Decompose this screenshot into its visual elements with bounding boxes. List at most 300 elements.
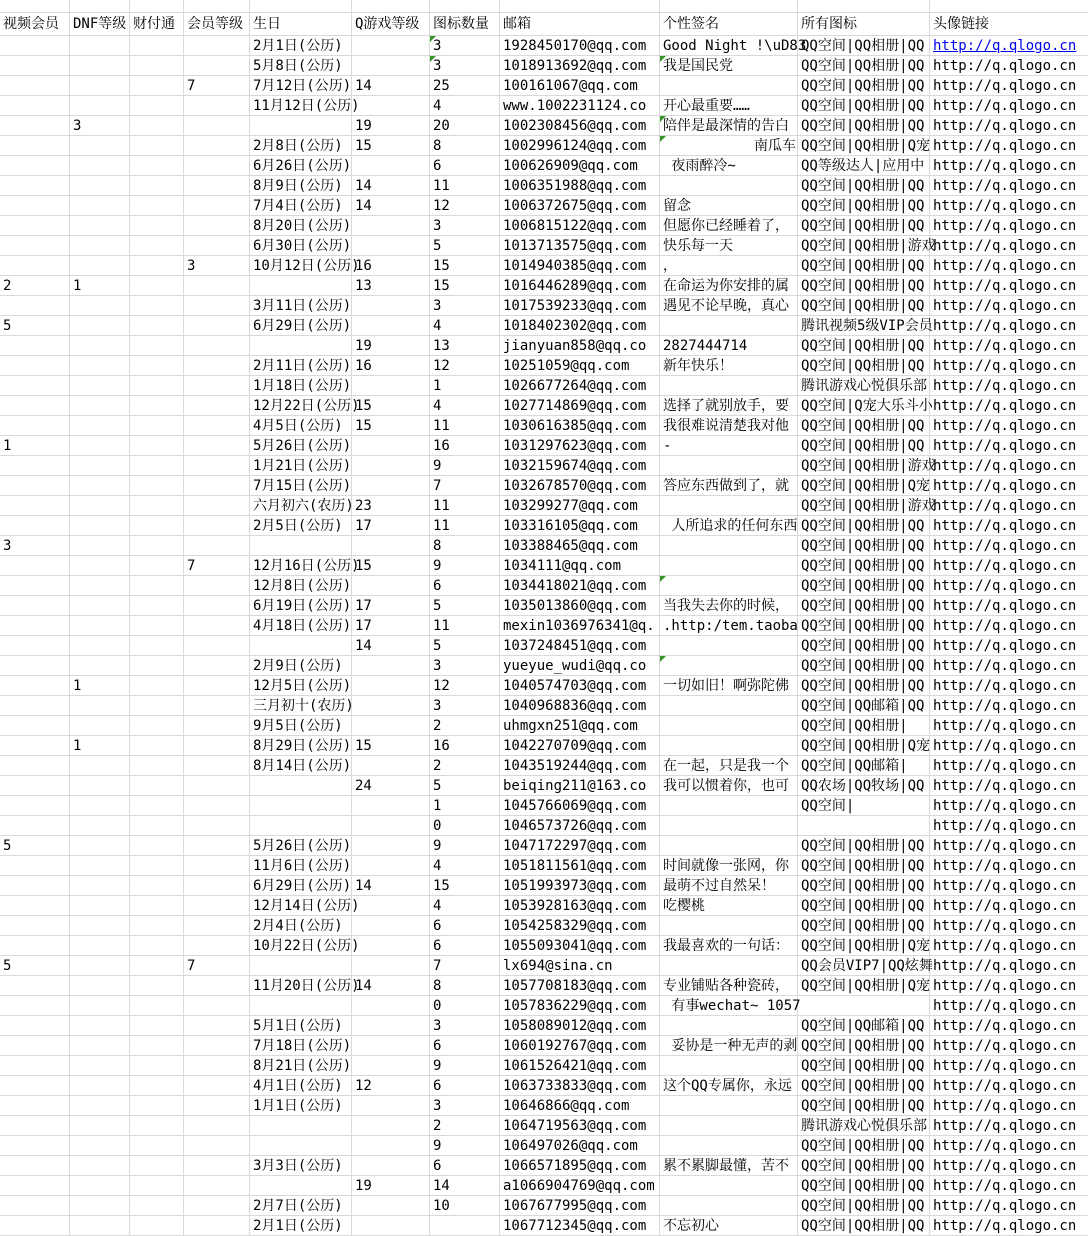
- cell-f[interactable]: [130, 936, 184, 956]
- cell-d[interactable]: [70, 596, 130, 616]
- cell-d[interactable]: [70, 756, 130, 776]
- cell-d[interactable]: [70, 216, 130, 236]
- cell-e[interactable]: 1006372675@qq.com: [500, 196, 660, 216]
- header-q[interactable]: Q游戏等级: [352, 13, 430, 36]
- cell-a[interactable]: http://q.qlogo.cn: [930, 816, 1088, 836]
- cell-m[interactable]: [184, 1116, 250, 1136]
- cell-s[interactable]: [660, 1096, 798, 1116]
- cell-n[interactable]: 11: [430, 416, 500, 436]
- cell-b[interactable]: 1月18日(公历): [250, 376, 352, 396]
- cell-v[interactable]: [0, 796, 70, 816]
- cell-a[interactable]: http://q.qlogo.cn: [930, 996, 1088, 1016]
- cell-n[interactable]: 12: [430, 196, 500, 216]
- cell-s[interactable]: [660, 796, 798, 816]
- cell-s[interactable]: 不忘初心: [660, 1216, 798, 1236]
- cell-v[interactable]: [0, 616, 70, 636]
- cell-a[interactable]: http://q.qlogo.cn: [930, 296, 1088, 316]
- cell-n[interactable]: 8: [430, 536, 500, 556]
- cell-d[interactable]: [70, 356, 130, 376]
- cell-b[interactable]: [250, 1176, 352, 1196]
- cell-f[interactable]: [130, 316, 184, 336]
- cell-v[interactable]: [0, 256, 70, 276]
- cell-i[interactable]: QQ空间|Q宠大乐斗小: [798, 396, 930, 416]
- cell-n[interactable]: 11: [430, 616, 500, 636]
- cell-m[interactable]: [184, 516, 250, 536]
- cell-i[interactable]: QQ空间|QQ相册|Q宠: [798, 936, 930, 956]
- cell-b[interactable]: [250, 956, 352, 976]
- cell-b[interactable]: 3月3日(公历): [250, 1156, 352, 1176]
- cell-s[interactable]: 新年快乐！: [660, 356, 798, 376]
- cell-a[interactable]: http://q.qlogo.cn: [930, 456, 1088, 476]
- cell-q[interactable]: [352, 1116, 430, 1136]
- cell-v[interactable]: [0, 676, 70, 696]
- cell-d[interactable]: [70, 636, 130, 656]
- cell-n[interactable]: 6: [430, 936, 500, 956]
- cell-a[interactable]: http://q.qlogo.cn: [930, 136, 1088, 156]
- cell-e[interactable]: www.1002231124.co: [500, 96, 660, 116]
- cell-s[interactable]: Good Night !\uD83: [660, 36, 798, 56]
- cell-d[interactable]: [70, 996, 130, 1016]
- cell-b[interactable]: 11月6日(公历): [250, 856, 352, 876]
- cell-m[interactable]: [184, 676, 250, 696]
- cell-q[interactable]: 14: [352, 876, 430, 896]
- cell-q[interactable]: 24: [352, 776, 430, 796]
- cell-s[interactable]: [660, 1136, 798, 1156]
- cell-n[interactable]: 9: [430, 1136, 500, 1156]
- cell-s[interactable]: [660, 956, 798, 976]
- cell-b[interactable]: 6月29日(公历): [250, 316, 352, 336]
- cell-e[interactable]: 1053928163@qq.com: [500, 896, 660, 916]
- cell-b[interactable]: 1月21日(公历): [250, 456, 352, 476]
- cell-s[interactable]: [660, 496, 798, 516]
- cell-s[interactable]: [660, 836, 798, 856]
- cell-q[interactable]: 13: [352, 276, 430, 296]
- cell-m[interactable]: [184, 276, 250, 296]
- cell-e[interactable]: 1034418021@qq.com: [500, 576, 660, 596]
- cell-d[interactable]: [70, 36, 130, 56]
- cell-d[interactable]: [70, 176, 130, 196]
- cell-v[interactable]: [0, 456, 70, 476]
- cell-a[interactable]: http://q.qlogo.cn: [930, 356, 1088, 376]
- cell-s[interactable]: 我可以惯着你，也可: [660, 776, 798, 796]
- cell-i[interactable]: QQ空间|QQ相册|Q宠: [798, 136, 930, 156]
- cell-b[interactable]: 7月12日(公历): [250, 76, 352, 96]
- cell-v[interactable]: [0, 216, 70, 236]
- cell-v[interactable]: [0, 636, 70, 656]
- cell-e[interactable]: 1034111@qq.com: [500, 556, 660, 576]
- cell-i[interactable]: QQ空间|QQ相册|QQ: [798, 1056, 930, 1076]
- cell-q[interactable]: [352, 756, 430, 776]
- cell-m[interactable]: [184, 316, 250, 336]
- cell-e[interactable]: 103388465@qq.com: [500, 536, 660, 556]
- cell-m[interactable]: [184, 1056, 250, 1076]
- cell-m[interactable]: [184, 936, 250, 956]
- cell-d[interactable]: [70, 476, 130, 496]
- cell-b[interactable]: [250, 1136, 352, 1156]
- cell-m[interactable]: 7: [184, 76, 250, 96]
- cell-e[interactable]: 103316105@qq.com: [500, 516, 660, 536]
- cell-f[interactable]: [130, 976, 184, 996]
- cell-q[interactable]: [352, 1136, 430, 1156]
- cell-n[interactable]: 16: [430, 436, 500, 456]
- cell-b[interactable]: 8月29日(公历): [250, 736, 352, 756]
- header-i[interactable]: 所有图标: [798, 13, 930, 36]
- cell-m[interactable]: [184, 1016, 250, 1036]
- cell-f[interactable]: [130, 916, 184, 936]
- cell-m[interactable]: [184, 876, 250, 896]
- cell-q[interactable]: [352, 36, 430, 56]
- cell-n[interactable]: 4: [430, 316, 500, 336]
- cell-s[interactable]: 夜雨醉冷~: [660, 156, 798, 176]
- cell-m[interactable]: [184, 356, 250, 376]
- cell-m[interactable]: [184, 136, 250, 156]
- cell-f[interactable]: [130, 1056, 184, 1076]
- cell-d[interactable]: [70, 1156, 130, 1176]
- cell-f[interactable]: [130, 96, 184, 116]
- cell-a[interactable]: http://q.qlogo.cn: [930, 896, 1088, 916]
- cell-f[interactable]: [130, 1036, 184, 1056]
- cell-v[interactable]: [0, 396, 70, 416]
- cell-m[interactable]: [184, 456, 250, 476]
- cell-n[interactable]: 6: [430, 156, 500, 176]
- cell-m[interactable]: [184, 1196, 250, 1216]
- cell-i[interactable]: QQ空间|QQ相册|QQ: [798, 916, 930, 936]
- cell-f[interactable]: [130, 1116, 184, 1136]
- cell-s[interactable]: [660, 1056, 798, 1076]
- cell-f[interactable]: [130, 676, 184, 696]
- cell-a[interactable]: http://q.qlogo.cn: [930, 836, 1088, 856]
- cell-e[interactable]: 1060192767@qq.com: [500, 1036, 660, 1056]
- cell-a[interactable]: http://q.qlogo.cn: [930, 56, 1088, 76]
- cell-q[interactable]: [352, 676, 430, 696]
- cell-v[interactable]: [0, 1136, 70, 1156]
- cell-v[interactable]: [0, 336, 70, 356]
- cell-s[interactable]: 妥协是一种无声的剥: [660, 1036, 798, 1056]
- cell-e[interactable]: 103299277@qq.com: [500, 496, 660, 516]
- cell-a[interactable]: http://q.qlogo.cn: [930, 196, 1088, 216]
- cell-b[interactable]: 2月9日(公历): [250, 656, 352, 676]
- cell-a[interactable]: http://q.qlogo.cn: [930, 316, 1088, 336]
- cell-n[interactable]: 25: [430, 76, 500, 96]
- cell-a[interactable]: http://q.qlogo.cn: [930, 576, 1088, 596]
- cell-v[interactable]: [0, 896, 70, 916]
- cell-n[interactable]: [430, 1216, 500, 1236]
- cell-q[interactable]: [352, 316, 430, 336]
- cell-i[interactable]: QQ空间|QQ邮箱|QQ: [798, 696, 930, 716]
- cell-b[interactable]: 2月11日(公历): [250, 356, 352, 376]
- cell-n[interactable]: 4: [430, 856, 500, 876]
- cell-a[interactable]: http://q.qlogo.cn: [930, 776, 1088, 796]
- cell-v[interactable]: [0, 1056, 70, 1076]
- cell-e[interactable]: 1032678570@qq.com: [500, 476, 660, 496]
- cell-f[interactable]: [130, 376, 184, 396]
- cell-e[interactable]: 1061526421@qq.com: [500, 1056, 660, 1076]
- cell-d[interactable]: [70, 1116, 130, 1136]
- cell-b[interactable]: 10月12日(公历): [250, 256, 352, 276]
- cell-i[interactable]: QQ空间|QQ相册|QQ: [798, 56, 930, 76]
- cell-d[interactable]: 1: [70, 276, 130, 296]
- cell-b[interactable]: 3月11日(公历): [250, 296, 352, 316]
- cell-s[interactable]: 但愿你已经睡着了，: [660, 216, 798, 236]
- cell-e[interactable]: 10251059@qq.com: [500, 356, 660, 376]
- cell-a[interactable]: http://q.qlogo.cn: [930, 1036, 1088, 1056]
- cell-s[interactable]: 开心最重要……: [660, 96, 798, 116]
- cell-b[interactable]: 5月1日(公历): [250, 1016, 352, 1036]
- cell-v[interactable]: [0, 576, 70, 596]
- cell-b[interactable]: 8月21日(公历): [250, 1056, 352, 1076]
- cell-i[interactable]: QQ农场|QQ牧场|QQ: [798, 776, 930, 796]
- cell-s[interactable]: [660, 656, 798, 676]
- cell-b[interactable]: [250, 816, 352, 836]
- cell-b[interactable]: 8月20日(公历): [250, 216, 352, 236]
- cell-i[interactable]: QQ空间|QQ相册|QQ: [798, 216, 930, 236]
- cell-q[interactable]: [352, 1096, 430, 1116]
- cell-d[interactable]: [70, 136, 130, 156]
- cell-e[interactable]: 1016446289@qq.com: [500, 276, 660, 296]
- cell-s[interactable]: 我很难说清楚我对他: [660, 416, 798, 436]
- cell-f[interactable]: [130, 536, 184, 556]
- cell-e[interactable]: mexin1036976341@q.: [500, 616, 660, 636]
- cell-s[interactable]: 累不累脚最懂，苦不: [660, 1156, 798, 1176]
- cell-b[interactable]: 7月18日(公历): [250, 1036, 352, 1056]
- cell-q[interactable]: [352, 96, 430, 116]
- cell-b[interactable]: [250, 276, 352, 296]
- cell-q[interactable]: [352, 936, 430, 956]
- header-f[interactable]: 财付通: [130, 13, 184, 36]
- cell-a[interactable]: http://q.qlogo.cn: [930, 416, 1088, 436]
- cell-v[interactable]: [0, 176, 70, 196]
- cell-s[interactable]: 留念: [660, 196, 798, 216]
- cell-s[interactable]: 在一起，只是我一个: [660, 756, 798, 776]
- cell-a[interactable]: http://q.qlogo.cn: [930, 936, 1088, 956]
- cell-i[interactable]: QQ空间|QQ相册|QQ: [798, 896, 930, 916]
- cell-v[interactable]: [0, 736, 70, 756]
- cell-d[interactable]: [70, 1016, 130, 1036]
- cell-b[interactable]: 2月7日(公历): [250, 1196, 352, 1216]
- cell-i[interactable]: QQ空间|QQ相册|QQ: [798, 616, 930, 636]
- cell-i[interactable]: QQ空间|QQ相册|QQ: [798, 116, 930, 136]
- cell-i[interactable]: QQ空间|QQ相册|QQ: [798, 356, 930, 376]
- cell-b[interactable]: 4月1日(公历): [250, 1076, 352, 1096]
- cell-a[interactable]: http://q.qlogo.cn: [930, 856, 1088, 876]
- header-a[interactable]: 头像链接: [930, 13, 1088, 36]
- cell-n[interactable]: 20: [430, 116, 500, 136]
- cell-a[interactable]: http://q.qlogo.cn: [930, 176, 1088, 196]
- cell-v[interactable]: [0, 916, 70, 936]
- cell-i[interactable]: QQ空间|QQ相册|QQ: [798, 416, 930, 436]
- cell-i[interactable]: QQ空间|QQ相册|QQ: [798, 536, 930, 556]
- cell-b[interactable]: 8月14日(公历): [250, 756, 352, 776]
- cell-n[interactable]: 5: [430, 596, 500, 616]
- cell-a[interactable]: http://q.qlogo.cn: [930, 616, 1088, 636]
- cell-v[interactable]: [0, 1016, 70, 1036]
- cell-d[interactable]: [70, 696, 130, 716]
- cell-s[interactable]: [660, 536, 798, 556]
- cell-b[interactable]: 6月29日(公历): [250, 876, 352, 896]
- cell-n[interactable]: 9: [430, 1056, 500, 1076]
- cell-q[interactable]: [352, 916, 430, 936]
- cell-s[interactable]: 人所追求的任何东西: [660, 516, 798, 536]
- cell-n[interactable]: 16: [430, 736, 500, 756]
- cell-e[interactable]: 1018402302@qq.com: [500, 316, 660, 336]
- cell-i[interactable]: [798, 816, 930, 836]
- cell-f[interactable]: [130, 216, 184, 236]
- cell-v[interactable]: [0, 156, 70, 176]
- cell-q[interactable]: 17: [352, 616, 430, 636]
- cell-f[interactable]: [130, 556, 184, 576]
- cell-q[interactable]: 14: [352, 636, 430, 656]
- cell-i[interactable]: QQ空间|QQ相册|QQ: [798, 1096, 930, 1116]
- cell-i[interactable]: QQ等级达人|应用中: [798, 156, 930, 176]
- cell-f[interactable]: [130, 196, 184, 216]
- cell-a[interactable]: http://q.qlogo.cn: [930, 916, 1088, 936]
- cell-n[interactable]: 4: [430, 96, 500, 116]
- cell-q[interactable]: 19: [352, 336, 430, 356]
- cell-m[interactable]: 3: [184, 256, 250, 276]
- cell-s[interactable]: 最萌不过自然呆！: [660, 876, 798, 896]
- cell-n[interactable]: 8: [430, 976, 500, 996]
- cell-i[interactable]: QQ空间|QQ相册|QQ: [798, 256, 930, 276]
- cell-m[interactable]: [184, 756, 250, 776]
- cell-b[interactable]: 2月5日(公历): [250, 516, 352, 536]
- cell-f[interactable]: [130, 1156, 184, 1176]
- cell-b[interactable]: 5月8日(公历): [250, 56, 352, 76]
- cell-v[interactable]: [0, 756, 70, 776]
- cell-d[interactable]: [70, 396, 130, 416]
- cell-i[interactable]: 腾讯游戏心悦俱乐部: [798, 376, 930, 396]
- cell-e[interactable]: 1042270709@qq.com: [500, 736, 660, 756]
- cell-n[interactable]: 12: [430, 356, 500, 376]
- cell-e[interactable]: 1928450170@qq.com: [500, 36, 660, 56]
- cell-b[interactable]: 9月5日(公历): [250, 716, 352, 736]
- cell-a[interactable]: http://q.qlogo.cn: [930, 1156, 1088, 1176]
- cell-q[interactable]: [352, 456, 430, 476]
- cell-n[interactable]: 3: [430, 216, 500, 236]
- cell-f[interactable]: [130, 1176, 184, 1196]
- header-s[interactable]: 个性签名: [660, 13, 798, 36]
- cell-m[interactable]: [184, 1136, 250, 1156]
- cell-i[interactable]: QQ空间|: [798, 796, 930, 816]
- cell-e[interactable]: jianyuan858@qq.co: [500, 336, 660, 356]
- cell-n[interactable]: 3: [430, 1016, 500, 1036]
- cell-b[interactable]: [250, 536, 352, 556]
- cell-m[interactable]: [184, 736, 250, 756]
- cell-s[interactable]: 专业铺贴各种瓷砖，: [660, 976, 798, 996]
- cell-v[interactable]: [0, 876, 70, 896]
- cell-m[interactable]: [184, 216, 250, 236]
- cell-i[interactable]: QQ空间|QQ相册|QQ: [798, 676, 930, 696]
- cell-m[interactable]: [184, 476, 250, 496]
- cell-v[interactable]: [0, 516, 70, 536]
- cell-m[interactable]: 7: [184, 556, 250, 576]
- cell-s[interactable]: [660, 1196, 798, 1216]
- cell-f[interactable]: [130, 736, 184, 756]
- cell-a[interactable]: http://q.qlogo.cn: [930, 156, 1088, 176]
- cell-n[interactable]: 5: [430, 236, 500, 256]
- cell-d[interactable]: [70, 1036, 130, 1056]
- cell-b[interactable]: 6月30日(公历): [250, 236, 352, 256]
- cell-a[interactable]: http://q.qlogo.cn: [930, 1076, 1088, 1096]
- cell-n[interactable]: 1: [430, 796, 500, 816]
- cell-e[interactable]: 1014940385@qq.com: [500, 256, 660, 276]
- cell-n[interactable]: 15: [430, 256, 500, 276]
- cell-i[interactable]: QQ空间|QQ相册|QQ: [798, 1216, 930, 1236]
- cell-n[interactable]: 11: [430, 176, 500, 196]
- cell-f[interactable]: [130, 136, 184, 156]
- cell-m[interactable]: [184, 296, 250, 316]
- cell-d[interactable]: [70, 796, 130, 816]
- cell-v[interactable]: [0, 476, 70, 496]
- cell-e[interactable]: 1066571895@qq.com: [500, 1156, 660, 1176]
- cell-s[interactable]: 吃樱桃: [660, 896, 798, 916]
- cell-q[interactable]: [352, 236, 430, 256]
- cell-d[interactable]: [70, 1056, 130, 1076]
- cell-v[interactable]: [0, 356, 70, 376]
- cell-e[interactable]: 1051811561@qq.com: [500, 856, 660, 876]
- cell-s[interactable]: 当我失去你的时候，: [660, 596, 798, 616]
- cell-b[interactable]: 7月15日(公历): [250, 476, 352, 496]
- cell-f[interactable]: [130, 496, 184, 516]
- cell-a[interactable]: http://q.qlogo.cn: [930, 1216, 1088, 1236]
- cell-v[interactable]: [0, 76, 70, 96]
- cell-f[interactable]: [130, 176, 184, 196]
- cell-s[interactable]: 一切如旧！啊弥陀佛: [660, 676, 798, 696]
- cell-q[interactable]: 16: [352, 356, 430, 376]
- cell-i[interactable]: QQ空间|QQ相册|QQ: [798, 1136, 930, 1156]
- cell-b[interactable]: 1月1日(公历): [250, 1096, 352, 1116]
- cell-e[interactable]: 1067712345@qq.com: [500, 1216, 660, 1236]
- cell-d[interactable]: [70, 1136, 130, 1156]
- cell-a[interactable]: http://q.qlogo.cn: [930, 736, 1088, 756]
- cell-s[interactable]: [660, 816, 798, 836]
- cell-m[interactable]: [184, 816, 250, 836]
- cell-m[interactable]: [184, 596, 250, 616]
- cell-e[interactable]: 1013713575@qq.com: [500, 236, 660, 256]
- cell-m[interactable]: [184, 116, 250, 136]
- cell-f[interactable]: [130, 516, 184, 536]
- cell-e[interactable]: 1051993973@qq.com: [500, 876, 660, 896]
- cell-i[interactable]: 腾讯视频5级VIP会员: [798, 316, 930, 336]
- cell-e[interactable]: 1047172297@qq.com: [500, 836, 660, 856]
- cell-d[interactable]: [70, 776, 130, 796]
- cell-e[interactable]: beiqing211@163.co: [500, 776, 660, 796]
- cell-f[interactable]: [130, 956, 184, 976]
- cell-v[interactable]: 3: [0, 536, 70, 556]
- cell-e[interactable]: 1035013860@qq.com: [500, 596, 660, 616]
- cell-n[interactable]: 0: [430, 816, 500, 836]
- cell-n[interactable]: 6: [430, 1156, 500, 1176]
- cell-s[interactable]: 2827444714: [660, 336, 798, 356]
- cell-a[interactable]: http://q.qlogo.cn: [930, 796, 1088, 816]
- cell-s[interactable]: 陪伴是最深情的告白: [660, 116, 798, 136]
- cell-n[interactable]: 11: [430, 516, 500, 536]
- cell-s[interactable]: [660, 1176, 798, 1196]
- cell-s[interactable]: [660, 736, 798, 756]
- cell-d[interactable]: 3: [70, 116, 130, 136]
- cell-d[interactable]: [70, 256, 130, 276]
- cell-m[interactable]: [184, 176, 250, 196]
- cell-e[interactable]: 1058089012@qq.com: [500, 1016, 660, 1036]
- cell-i[interactable]: QQ空间|QQ相册|: [798, 716, 930, 736]
- cell-m[interactable]: 7: [184, 956, 250, 976]
- cell-n[interactable]: 7: [430, 956, 500, 976]
- cell-e[interactable]: 1057708183@qq.com: [500, 976, 660, 996]
- cell-f[interactable]: [130, 616, 184, 636]
- cell-v[interactable]: [0, 1156, 70, 1176]
- cell-f[interactable]: [130, 256, 184, 276]
- cell-q[interactable]: 23: [352, 496, 430, 516]
- cell-f[interactable]: [130, 816, 184, 836]
